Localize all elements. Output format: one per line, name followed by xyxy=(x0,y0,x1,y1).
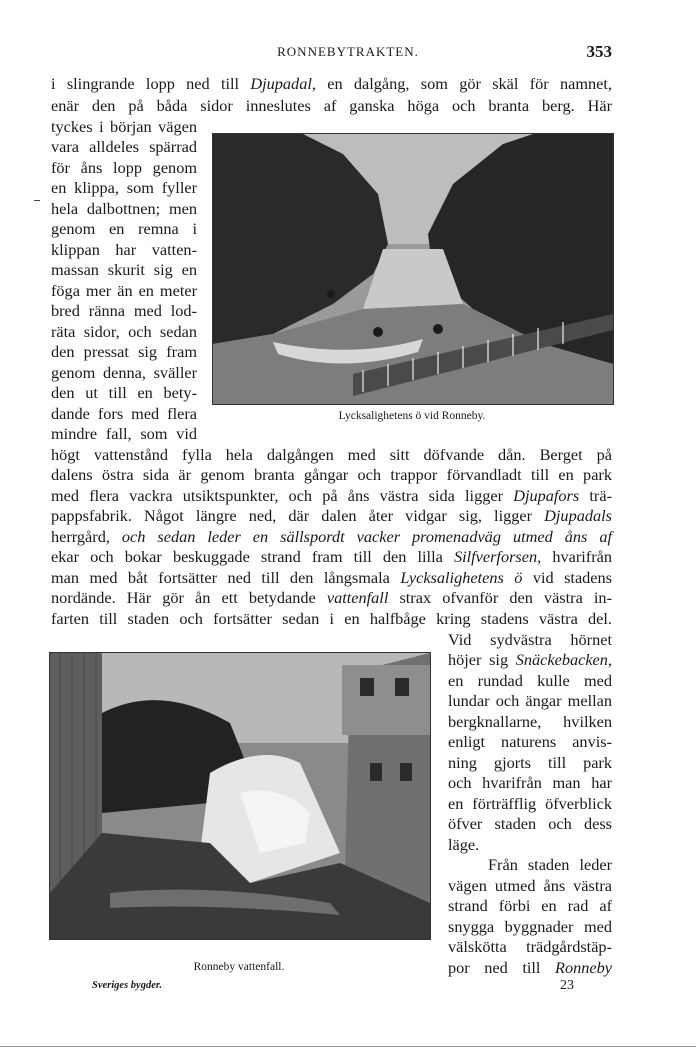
text-line: massan skurit sig en xyxy=(51,260,197,279)
text-line: öfver staden och dess xyxy=(448,814,612,833)
text-line: enligt naturens anvis- xyxy=(448,732,612,751)
italic-term: vattenfall xyxy=(326,588,389,607)
text-line: den ut till en bety- xyxy=(51,383,197,402)
italic-term: Lycksalighetens ö xyxy=(400,568,523,587)
text-line: för åns lopp genom xyxy=(51,158,197,177)
text-line: i slingrande lopp ned till Djupadal, en dalgång, som gör skäl för namnet, xyxy=(51,74,612,93)
text-line: enär den på båda sidor inneslutes af ganska höga och branta berg. Här xyxy=(51,96,612,115)
text-line: en rundad kulle med xyxy=(448,671,612,690)
text-line: nordände. Här gör ån ett betydande vattenfall strax ofvanför den västra in- xyxy=(51,588,612,607)
running-head: RONNEBYTRAKTEN. xyxy=(277,44,419,59)
figure-caption-bottom: Ronneby vattenfall. xyxy=(193,961,285,973)
figure-ronneby-vattenfall-image xyxy=(50,653,430,939)
page-number: 353 xyxy=(586,42,612,61)
text-line: lundar och ängar mellan xyxy=(448,691,612,710)
figure-ronneby-vattenfall xyxy=(49,652,431,940)
text-line: högt vattenstånd fylla hela dalgången med sitt döfvande dån. Berget på xyxy=(51,445,612,464)
text-line: genom en remna i xyxy=(51,219,197,238)
text-line: en förträfflig öfverblick xyxy=(448,794,612,813)
italic-term: Silfverforsen xyxy=(453,547,538,566)
text-line: hela dalbottnen; men xyxy=(51,199,197,218)
text-line: ning gjorts till park xyxy=(448,753,612,772)
text-line: bergknallarne, hvilken xyxy=(448,712,612,731)
text-line: vägen utmed åns västra xyxy=(448,876,612,895)
italic-term: , och sedan leder en sällspordt vacker promenadväg utmed åns af xyxy=(105,527,612,546)
text-line: tyckes i början vägen xyxy=(51,117,197,136)
text-line: föga mer än en meter xyxy=(51,281,197,300)
text-line: vara alldeles spärrad xyxy=(51,137,197,156)
italic-term: Djupadal xyxy=(250,74,312,93)
text-line: den pressat sig fram xyxy=(51,342,197,361)
text-line: klippan har vatten- xyxy=(51,240,197,259)
text-line: Från staden leder xyxy=(488,855,612,874)
publication-signature: Sveriges bygder. xyxy=(92,980,162,991)
text-line: höjer sig Snäckebacken, xyxy=(448,650,612,669)
text-line: dande fors med flera xyxy=(51,404,197,423)
text-line: Vid sydvästra hörnet xyxy=(448,630,612,649)
text-line: med flera vackra utsiktspunkter, och på åns västra sida ligger Djupafors trä- xyxy=(51,486,612,505)
italic-term: Snäckebacken xyxy=(515,650,608,669)
text-line: en klippa, som fyller xyxy=(51,178,197,197)
text-line: por ned till Ronneby xyxy=(448,958,612,977)
figure-caption-top: Lycksalighetens ö vid Ronneby. xyxy=(338,410,486,422)
text-line: välskötta trädgårdstäp- xyxy=(448,937,612,956)
text-line: snygga byggnader med xyxy=(448,917,612,936)
text-line: strand förbi en rad af xyxy=(448,896,612,915)
text-line: bred ränna med lod- xyxy=(51,301,197,320)
text-line: läge. xyxy=(448,835,480,854)
text-line: räta sidor, och sedan xyxy=(51,322,197,341)
text-line: man med båt fortsätter ned till den långsmala Lycksalighetens ö vid stadens xyxy=(51,568,613,587)
scan-edge-rule xyxy=(0,1046,696,1047)
text-line: ekar och bokar beskuggade strand fram till den lilla Silfverforsen, hvarifrån xyxy=(51,547,612,566)
italic-term: Djupafors xyxy=(513,486,580,505)
sheet-number: 23 xyxy=(560,978,574,993)
text-line: herrgård, och sedan leder en sällspordt vacker promenadväg utmed åns af xyxy=(51,527,612,546)
text-line: farten till staden och fortsätter sedan i en halfbåge kring stadens västra del. xyxy=(51,609,612,628)
text-line: dalens östra sida är genom branta gångar och trappor förvandladt till en park xyxy=(51,465,612,484)
text-line: pappsfabrik. Något längre ned, där dalen åter vidgar sig, ligger Djupadals xyxy=(51,506,612,525)
text-line: mindre fall, som vid xyxy=(51,424,197,443)
italic-term: Djupadals xyxy=(544,506,612,525)
figure-lycksalighetens-o xyxy=(212,133,614,405)
text-line: genom denna, sväller xyxy=(51,363,197,382)
margin-mark xyxy=(34,200,40,201)
italic-term: Ronneby xyxy=(555,958,612,977)
text-line: och hvarifrån man har xyxy=(448,773,612,792)
figure-lycksalighetens-o-image xyxy=(213,134,613,404)
